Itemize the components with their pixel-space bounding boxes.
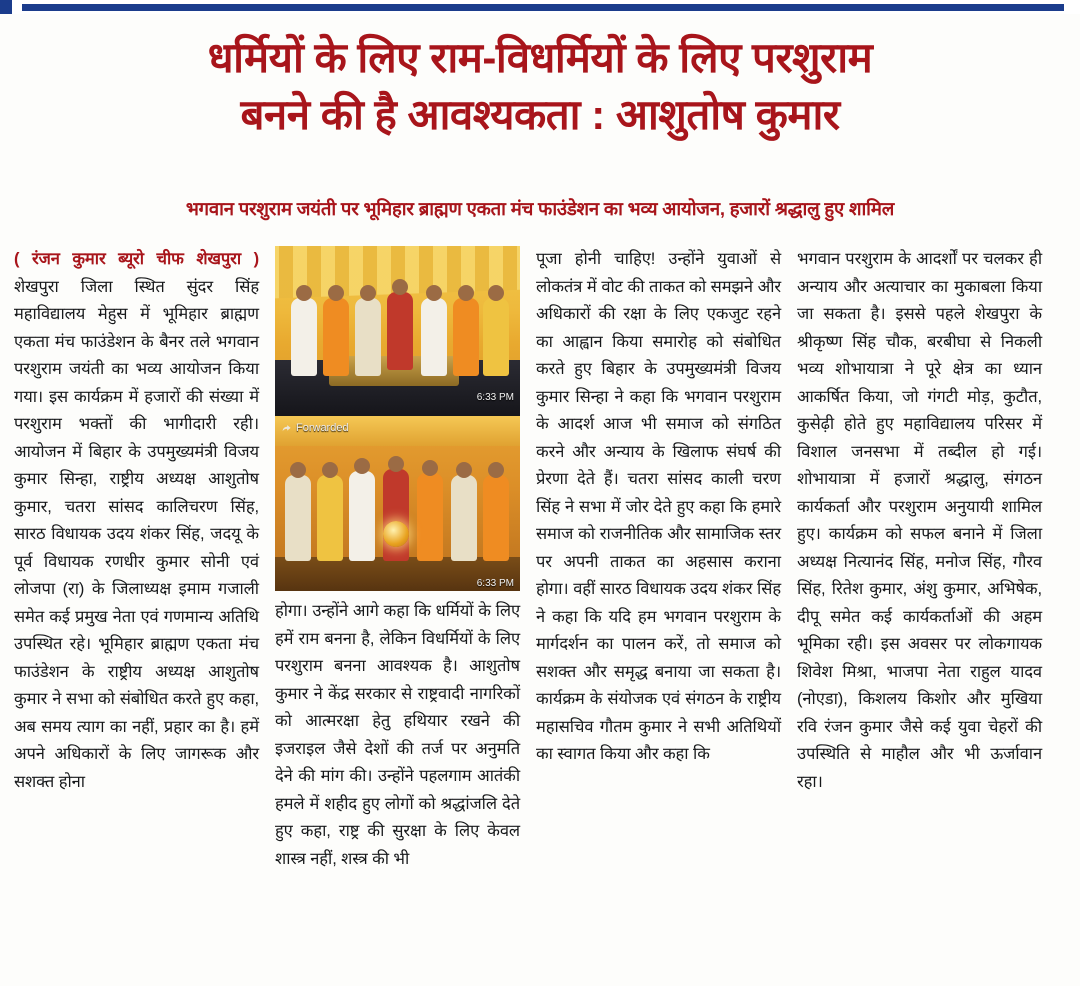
article-column-3 <box>536 246 781 976</box>
photo-figure <box>349 471 375 561</box>
photo-figure <box>355 298 381 376</box>
figure-head <box>458 285 474 301</box>
ceremonial-lamp <box>383 521 409 547</box>
figure-head <box>322 462 338 478</box>
photo-figure <box>383 469 409 561</box>
photo-figure <box>317 475 343 561</box>
photo-figure <box>483 298 509 376</box>
article-column-2 <box>275 246 520 976</box>
figure-head <box>354 458 370 474</box>
forwarded-label <box>281 422 349 434</box>
figure-head <box>290 462 306 478</box>
figure-head <box>392 279 408 295</box>
photo-timestamp-bottom: 6:33 PM <box>476 578 514 589</box>
column-2-body: होगा। उन्होंने आगे कहा कि धर्मियों के लिए हमें राम बनना है, लेकिन विधर्मियों के लिए परशुराम बनना आवश्यक है। आशुतोष कुमार ने केंद्र सरकार से राष्ट्रवादी नागरिकों को आत्मरक्षा हेतु हथियार रखने की इजराइल जैसे देशों की तर्ज पर अनुमति देने की मांग की। उन्होंने पहलगाम आतंकी हमले में शहीद हुए लोगों को श्रद्धांजलि देते हुए कहा, राष्ट्र की सुरक्षा के लिए केवल शास्त्र नहीं, शस्त्र की भी <box>275 602 520 868</box>
headline-line-2: बनने की है आवश्यकता : आशुतोष कुमार <box>240 90 840 138</box>
article-column-4 <box>797 246 1042 976</box>
photo-figure <box>285 475 311 561</box>
photo-figure <box>417 473 443 561</box>
column-1-body: शेखपुरा जिला स्थित सुंदर सिंह महाविद्यालय मेहुस में भूमिहार ब्राह्मण एकता मंच फाउंडेशन के बैनर तले भगवान परशुराम जयंती का भव्य आयोजन किया गया। इस कार्यक्रम में हजारों की संख्या में परशुराम भक्तों की भागीदारी रही। आयोजन में बिहार के उपमुख्यमंत्री विजय कुमार सिन्हा, राष्ट्रीय अध्यक्ष आशुतोष कुमार, चतरा सांसद कालिचरण सिंह, सारठ विधायक उदय शंकर सिंह, जदयू के पूर्व विधायक रणधीर कुमार सोनी एवं लोजपा (रा) के जिलाध्यक्ष इमाम गजाली समेत कई प्रमुख नेता एवं गणमान्य अतिथि उपस्थित रहे। भूमिहार ब्राह्मण एकता मंच फाउंडेशन के राष्ट्रीय अध्यक्ष आशुतोष कुमार ने सभा को संबोधित करते हुए कहा, अब समय त्याग का नहीं, प्रहार का है। हमें अपने अधिकारों के लिए जागरूक और सशक्त होना <box>14 277 259 791</box>
figure-head <box>296 285 312 301</box>
figure-head <box>360 285 376 301</box>
column-4-body: भगवान परशुराम के आदर्शों पर चलकर ही अन्याय और अत्याचार का मुकाबला किया जा सकता है। इससे पहले शेखपुरा के श्रीकृष्ण सिंह चौक, बरबीघा से निकली भव्य शोभायात्रा ने पूरे क्षेत्र का ध्यान आकर्षित किया, जो गंगटी मोड़, कुटौत, कुसेढ़ी होते हुए महाविद्यालय परिसर में विशाल जनसभा में तब्दील हो गई। शोभायात्रा में हजारों श्रद्धालु, संगठन कार्यकर्ता और परशुराम अनुयायी शामिल हुए। कार्यक्रम को सफल बनाने में जिला अध्यक्ष नित्यानंद सिंह, मनोज सिंह, गौरव सिंह, रितेश कुमार, अंशु कुमार, अभिषेक, दीपू समेत कई कार्यकर्ताओं की अहम भूमिका रही। इस अवसर पर लोकगायक शिवेश मिश्रा, भाजपा नेता राहुल यादव (नोएडा), किशलय किशोर और मुखिया रवि रंजन कुमार जैसे कई युवा चेहरों की उपस्थिति से माहौल और भी ऊर्जावान रहा। <box>797 250 1042 791</box>
article-columns <box>14 246 1066 976</box>
headline-block <box>0 30 1080 143</box>
photo-timestamp-top: 6:33 PM <box>476 392 514 403</box>
subheadline: भगवान परशुराम जयंती पर भूमिहार ब्राह्मण एकता मंच फाउंडेशन का भव्य आयोजन, हजारों श्रद्धालु हुए शामिल <box>185 198 895 219</box>
figure-head <box>488 462 504 478</box>
photo-figure <box>323 298 349 376</box>
photo-figure <box>451 475 477 561</box>
photo-figure <box>387 292 413 370</box>
photo-figure <box>291 298 317 376</box>
figure-head <box>488 285 504 301</box>
top-rule-edge <box>0 0 12 14</box>
photo-figure <box>453 298 479 376</box>
headline-line-1: धर्मियों के लिए राम-विधर्मियों के लिए परशुराम <box>207 34 873 81</box>
photo-stack <box>275 246 520 591</box>
forward-arrow-icon <box>281 423 292 434</box>
photo-stage-group <box>275 246 520 416</box>
photo-figure <box>421 298 447 376</box>
column-3-body: पूजा होनी चाहिए! उन्होंने युवाओं से लोकतंत्र में वोट की ताकत को समझने और अधिकारों की रक्षा के लिए एकजुट रहने का आह्वान किया समारोह को संबोधित करते हुए बिहार के उपमुख्यमंत्री विजय कुमार सिन्हा ने कहा कि भगवान परशुराम के आदर्श आज भी समाज को संगठित करने और अन्याय के खिलाफ संघर्ष की प्रेरणा देते हैं। चतरा सांसद काली चरण सिंह ने सभा में जोर देते हुए कहा कि हमारे समाज को राजनीतिक और सामाजिक स्तर पर अपनी ताकत का अहसास कराना होगा। वहीं सारठ विधायक उदय शंकर सिंह ने कहा कि यदि हम भगवान परशुराम के मार्गदर्शन का पालन करें, तो समाज को सशक्त और समृद्ध बनाया जा सकता है। कार्यक्रम के संयोजक एवं संगठन के राष्ट्रीय महासचिव गौतम कुमार ने सभी अतिथियों का स्वागत किया और कहा कि <box>536 250 781 763</box>
figure-head <box>426 285 442 301</box>
figure-head <box>422 460 438 476</box>
byline: ( रंजन कुमार ब्यूरो चीफ शेखपुरा ) <box>14 250 259 268</box>
top-rule-bar <box>22 4 1064 11</box>
article-column-1 <box>14 246 259 976</box>
column-1-text <box>14 246 259 796</box>
figure-head <box>388 456 404 472</box>
figure-head <box>328 285 344 301</box>
photo-figure <box>483 475 509 561</box>
figure-head <box>456 462 472 478</box>
top-rule <box>0 0 1080 14</box>
forwarded-text: Forwarded <box>296 422 349 434</box>
photo-lamp-ceremony <box>275 416 520 591</box>
